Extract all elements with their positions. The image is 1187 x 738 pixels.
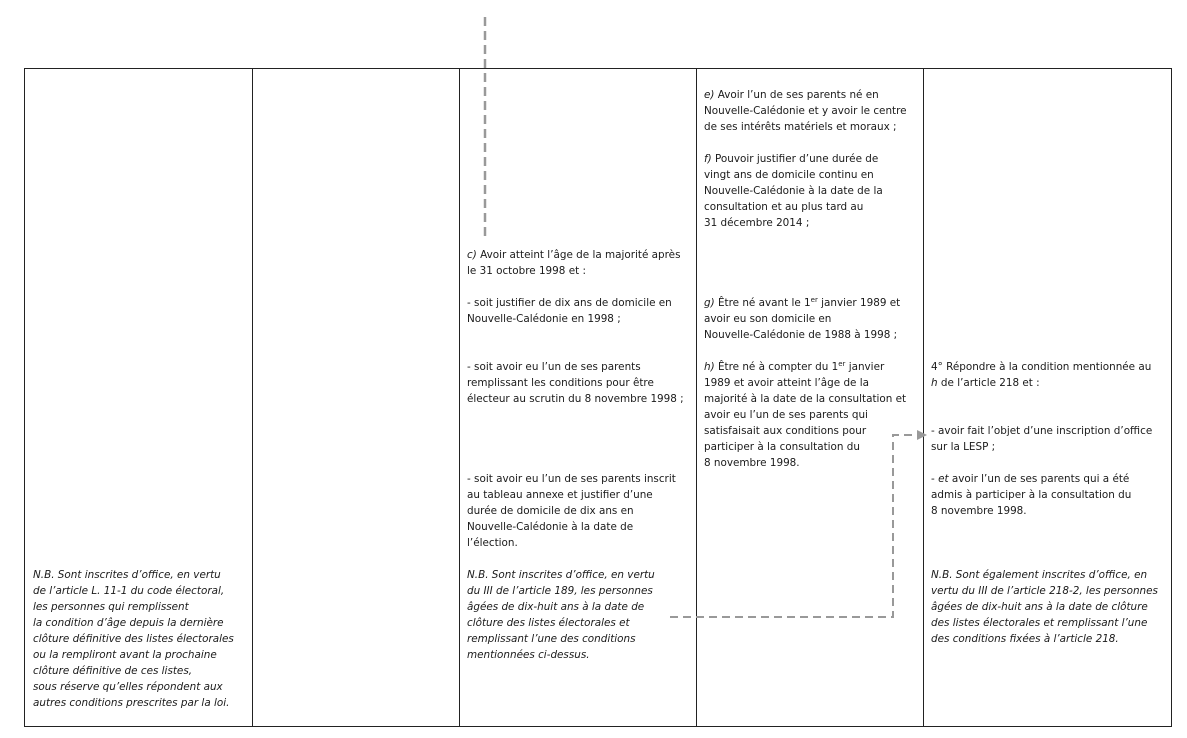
col5-bullet-1: - avoir fait l’objet d’une inscription d’office sur la LESP ; <box>931 425 1153 453</box>
column-divider <box>459 68 460 727</box>
col4-condition-h: h) Être né à compter du 1er janvier 1989 et avoir atteint l’âge de la majorité à la date de la consultation et avoir eu l’un de ses parents qui satisfaisait aux conditions pour participer à la consultation du 8 novembre 1998. <box>704 360 907 469</box>
col4-condition-f: f) Pouvoir justifier d’une durée de vingt ans de domicile continu en Nouvelle-Calédonie à la date de la consultation et au plus tard au 31 décembre 2014 ; <box>704 153 883 229</box>
col4-condition-e: e) Avoir l’un de ses parents né en Nouvelle-Calédonie et y avoir le centre de ses intérêts matériels et moraux ; <box>704 89 907 133</box>
column-divider <box>696 68 697 727</box>
col5-condition-4: 4° Répondre à la condition mentionnée au h de l’article 218 et : <box>931 361 1152 389</box>
column-divider <box>252 68 253 727</box>
col5-nota-bene: N.B. Sont également inscrites d’office, en vertu du III de l’article 218-2, les personnes âgées de dix-huit ans à la date de clôture des listes électorales et remplissant l’une des conditions fixées à l’article 218. <box>931 569 1158 645</box>
col3-nota-bene: N.B. Sont inscrites d’office, en vertu du III de l’article 189, les personnes âgées de dix-huit ans à la date de clôture des listes électorales et remplissant l’une des conditions mentionnées ci-dessus. <box>467 569 655 661</box>
col3-condition-c: c) Avoir atteint l’âge de la majorité après le 31 octobre 1998 et : <box>467 249 681 277</box>
col3-bullet-3: - soit avoir eu l’un de ses parents inscrit au tableau annexe et justifier d’une durée de domicile de dix ans en Nouvelle-Calédonie à la date de l’élection. <box>467 473 676 549</box>
col1-nota-bene: N.B. Sont inscrites d’office, en vertu de l’article L. 11-1 du code électoral, les personnes qui remplissent la condition d’âge depuis la dernière clôture définitive des listes électorales ou la rempliront avant la prochaine clôture définitive de ces listes, sous réserve qu’elles répondent aux autres conditions prescrites par la loi. <box>33 569 234 709</box>
col5-bullet-2: - et avoir l’un de ses parents qui a été admis à participer à la consultation du 8 novembre 1998. <box>931 473 1132 517</box>
column-divider <box>923 68 924 727</box>
col4-condition-g: g) Être né avant le 1er janvier 1989 et avoir eu son domicile en Nouvelle-Calédonie de 1988 à 1998 ; <box>704 296 901 341</box>
col3-bullet-1: - soit justifier de dix ans de domicile en Nouvelle-Calédonie en 1998 ; <box>467 297 672 325</box>
col3-bullet-2: - soit avoir eu l’un de ses parents remplissant les conditions pour être électeur au scrutin du 8 novembre 1998 ; <box>467 361 684 405</box>
